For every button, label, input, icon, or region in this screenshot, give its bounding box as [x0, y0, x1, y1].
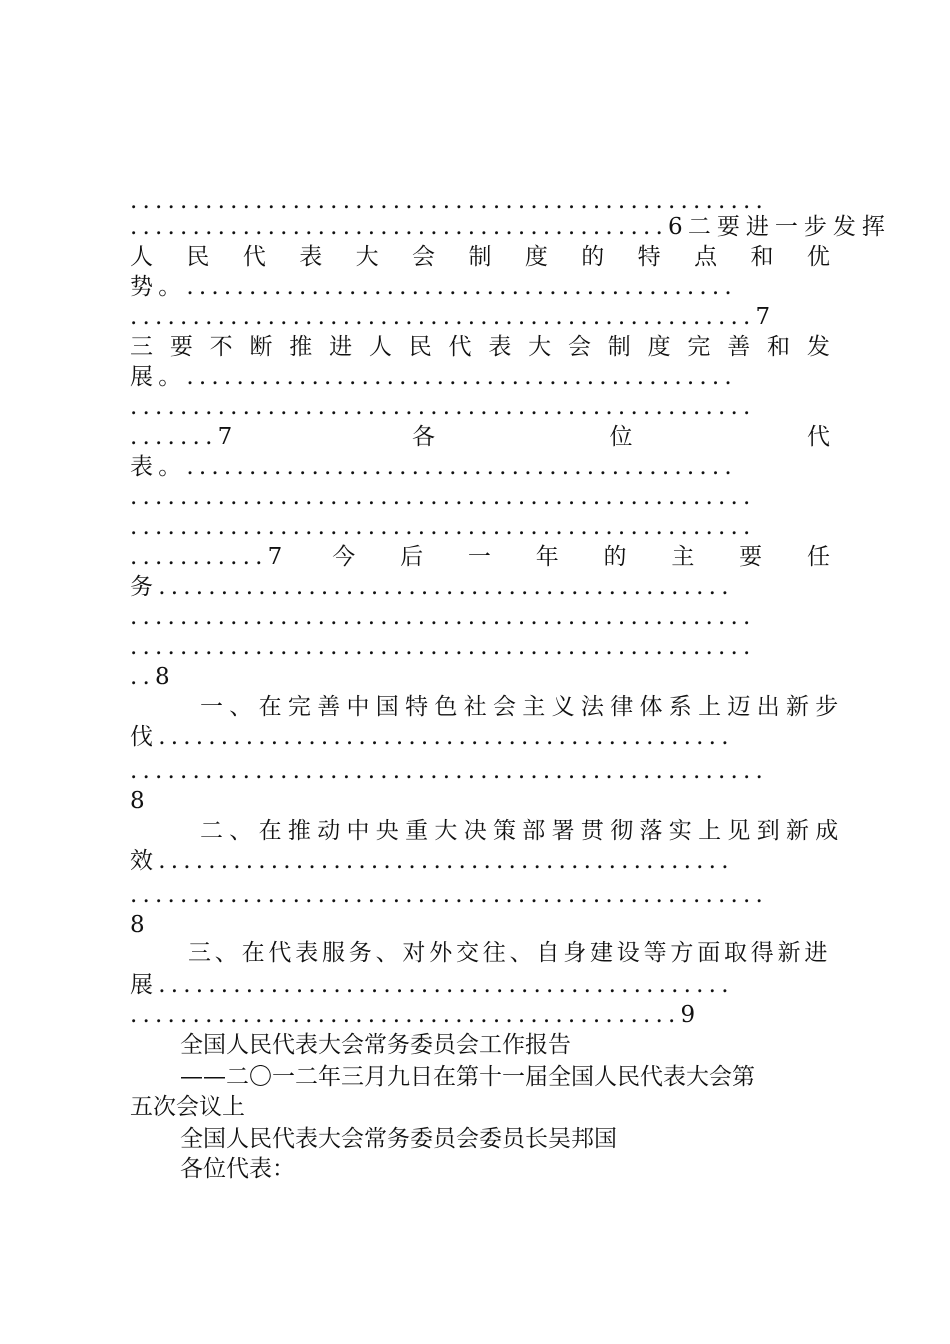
toc-section-title: 一、在完善中国特色社会主义法律体系上迈出新步	[200, 694, 845, 720]
toc-char: 年	[535, 544, 559, 570]
toc-entry-title-spread	[130, 542, 830, 572]
toc-dot-leader: ..................................................7	[130, 304, 776, 330]
toc-char: 度	[524, 244, 548, 270]
toc-char: 人	[368, 334, 392, 360]
toc-char: 后	[400, 544, 424, 570]
report-subtitle-continuation: 五次会议上	[130, 1094, 245, 1120]
report-subtitle: ——二〇一二年三月九日在第十一届全国人民代表大会第	[180, 1064, 755, 1090]
toc-entry-title: 二要进一步发挥	[687, 214, 891, 240]
toc-char: 今	[332, 544, 356, 570]
toc-entry-title-spread	[130, 242, 830, 272]
toc-char: 要	[739, 544, 763, 570]
toc-page-number: ..8	[130, 664, 175, 690]
toc-dot-leader: ............................................9	[130, 1002, 701, 1028]
toc-entry-line	[130, 212, 891, 242]
toc-entry-continuation: 展..............................................	[130, 972, 734, 998]
toc-dot-leader: ..................................................	[130, 634, 756, 660]
toc-char: 制	[607, 334, 631, 360]
toc-char: 表	[299, 244, 323, 270]
toc-char: 推	[289, 334, 313, 360]
toc-entry-continuation: 效..............................................	[130, 848, 734, 874]
toc-entry-continuation: 展。............................................	[130, 364, 737, 390]
toc-char: 主	[671, 544, 695, 570]
toc-dot-leader: ..................................................	[130, 394, 756, 420]
toc-char: 任	[806, 544, 830, 570]
toc-char: 各	[411, 424, 435, 450]
toc-entry-continuation: 伐..............................................	[130, 724, 734, 750]
toc-char: 会	[567, 334, 591, 360]
toc-dot-leader: .......7	[130, 424, 238, 450]
toc-char: 不	[209, 334, 233, 360]
toc-dot-leader: ...................................................	[130, 188, 769, 214]
toc-dot-leader: ..................................................	[130, 514, 756, 540]
toc-char: 一	[467, 544, 491, 570]
toc-char: 的	[603, 544, 627, 570]
toc-char: 表	[488, 334, 512, 360]
toc-entry-title-spread	[130, 422, 830, 452]
toc-char: 断	[249, 334, 273, 360]
toc-section-title: 三、在代表服务、对外交往、自身建设等方面取得新进	[188, 940, 832, 966]
toc-char: 大	[355, 244, 379, 270]
toc-entry-continuation: 表。............................................	[130, 454, 737, 480]
toc-char: 民	[408, 334, 432, 360]
toc-char: 三	[130, 334, 153, 360]
toc-char: 完	[687, 334, 711, 360]
toc-char: 大	[528, 334, 552, 360]
toc-dot-leader: ...........7	[130, 544, 288, 570]
toc-section-title: 二、在推动中央重大决策部署贯彻落实上见到新成	[200, 818, 845, 844]
toc-char: 民	[186, 244, 210, 270]
toc-char: 优	[806, 244, 830, 270]
toc-char: 位	[609, 424, 633, 450]
toc-dot-leader: ..................................................	[130, 484, 756, 510]
toc-char: 制	[468, 244, 492, 270]
toc-char: 要	[169, 334, 193, 360]
toc-char: 发	[806, 334, 830, 360]
toc-char: 代	[448, 334, 472, 360]
toc-char: 进	[329, 334, 353, 360]
toc-char: 人	[130, 244, 153, 270]
report-speaker: 全国人民代表大会常务委员会委员长吴邦国	[180, 1126, 617, 1152]
toc-page-number: 8	[130, 788, 145, 814]
toc-dot-leader: ...................................................	[130, 758, 769, 784]
toc-char: 度	[647, 334, 671, 360]
toc-char: 代	[242, 244, 266, 270]
toc-dot-leader: ...........................................6	[130, 214, 688, 240]
toc-char: 的	[581, 244, 605, 270]
toc-char: 善	[727, 334, 751, 360]
toc-page-number: 8	[130, 912, 145, 938]
report-title: 全国人民代表大会常务委员会工作报告	[180, 1032, 571, 1058]
toc-entry-title-spread	[130, 332, 830, 362]
toc-entry-continuation: 势。............................................	[130, 274, 737, 300]
toc-entry-continuation: 务..............................................	[130, 574, 734, 600]
toc-char: 和	[767, 334, 790, 360]
toc-dot-leader: ..................................................	[130, 604, 756, 630]
toc-char: 和	[750, 244, 774, 270]
toc-dot-leader: ...................................................	[130, 882, 769, 908]
toc-char: 会	[412, 244, 436, 270]
toc-char: 代	[806, 424, 830, 450]
report-salutation: 各位代表：	[180, 1156, 295, 1182]
toc-char: 点	[694, 244, 718, 270]
toc-char: 特	[637, 244, 661, 270]
